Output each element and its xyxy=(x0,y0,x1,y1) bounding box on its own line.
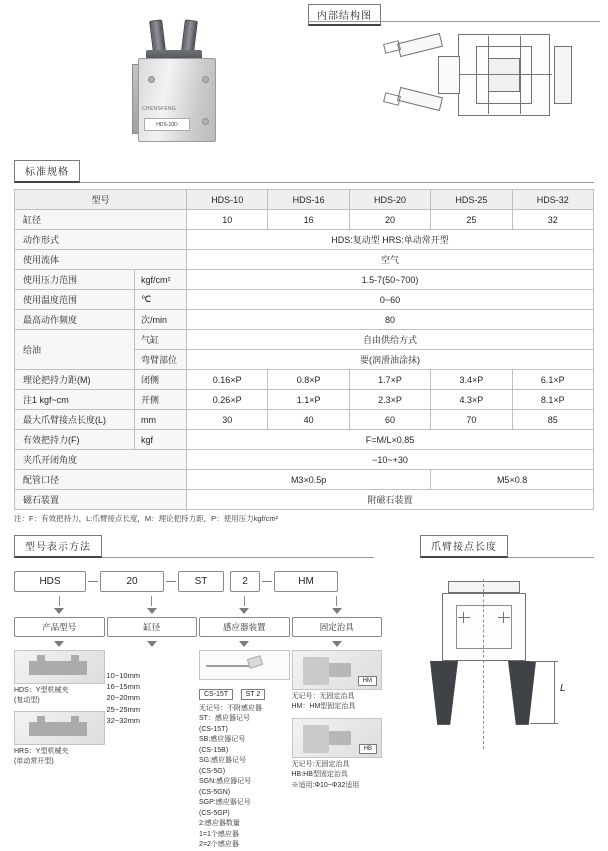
brand-text: CHENSFENG xyxy=(142,106,177,112)
product-thumb-hrs xyxy=(14,711,105,745)
cell-span: −10~+30 xyxy=(187,450,594,470)
th-hds32: HDS-32 xyxy=(512,190,593,210)
row-unit: mm xyxy=(135,410,187,430)
arrow-down-icon xyxy=(54,608,64,614)
code-detail-row xyxy=(14,639,384,851)
table-row xyxy=(15,330,594,350)
cell-span: 自由供给方式 xyxy=(187,330,594,350)
th-hds16: HDS-16 xyxy=(268,190,349,210)
dimension-tick xyxy=(530,723,558,724)
detail-series xyxy=(14,639,105,768)
sensor-line: 1=1个感应器 xyxy=(199,830,239,838)
arrow-down-icon xyxy=(239,608,249,614)
cell: 20 xyxy=(349,210,430,230)
row-label: 使用压力范围 xyxy=(15,270,135,290)
cell: 60 xyxy=(349,410,430,430)
table-row xyxy=(15,270,594,290)
arrow-down-icon xyxy=(147,641,157,647)
row-label: 动作形式 xyxy=(15,230,187,250)
th-hds10: HDS-10 xyxy=(187,190,268,210)
cell: 30 xyxy=(187,410,268,430)
code-box-fixture[interactable]: HM xyxy=(274,571,338,592)
row-label: 夹爪开闭角度 xyxy=(15,450,187,470)
fixture-line: ※适用:Φ10~Φ32适用 xyxy=(291,781,360,789)
code-captions-row xyxy=(14,596,384,637)
table-row xyxy=(15,490,594,510)
table-row xyxy=(15,430,594,450)
fixture-thumb-hm xyxy=(292,650,383,690)
fixture-line: HM：HM型固定治具 xyxy=(291,703,356,711)
spec-table-wrap xyxy=(14,189,594,510)
sensor-line: (CS-5G) xyxy=(199,767,226,775)
cell: 1.1×P xyxy=(268,390,349,410)
cell-span: 要(润滑油涂抹) xyxy=(187,350,594,370)
bore-item: 10~10mm xyxy=(106,670,141,680)
row-unit: 气缸 xyxy=(135,330,187,350)
code-box-series[interactable]: HDS xyxy=(14,571,86,592)
schematic-piston xyxy=(488,58,520,92)
gripper-hole xyxy=(202,76,209,83)
sensor-line: ST：感应器记号 xyxy=(199,715,250,723)
sensor-line: (CS-15T) xyxy=(199,725,228,733)
caption-bore: 缸径 xyxy=(107,617,198,637)
dimension-label-L: L xyxy=(560,682,566,694)
row-unit: 次/min xyxy=(135,310,187,330)
th-model: 型号 xyxy=(15,190,187,210)
schematic-vline xyxy=(488,36,489,114)
spec-table xyxy=(14,189,594,510)
table-row xyxy=(15,410,594,430)
sensor-line: SGN:感应器记号 xyxy=(199,778,252,786)
arrow-down-icon xyxy=(147,608,157,614)
arrow-down-icon xyxy=(239,641,249,647)
sensor-line: 2=2个感应器 xyxy=(199,841,239,849)
cell: 32 xyxy=(512,210,593,230)
cell: 25 xyxy=(431,210,512,230)
top-drawing-area xyxy=(0,0,608,160)
cell: 1.7×P xyxy=(349,370,430,390)
fixture-thumb-hb xyxy=(292,718,383,758)
cell-span: M5×0.8 xyxy=(431,470,594,490)
standard-spec-header xyxy=(14,160,594,183)
cell: 8.1×P xyxy=(512,390,593,410)
series-hds-note: (复动型) xyxy=(14,697,40,705)
connector-line xyxy=(244,596,245,606)
row-label: 使用温度范围 xyxy=(15,290,135,310)
arm-jaw-right xyxy=(508,661,536,725)
code-dash: — xyxy=(166,575,176,587)
fixture-line: 无记号：无固定治具 xyxy=(291,692,355,700)
sensor-thumb xyxy=(199,650,290,680)
cell: 16 xyxy=(268,210,349,230)
series-hrs-note: (单动常开型) xyxy=(14,758,54,766)
cell-span: 80 xyxy=(187,310,594,330)
bore-item: 32~32mm xyxy=(106,715,141,725)
row-unit: 闭侧 xyxy=(135,370,187,390)
schematic-vline xyxy=(520,36,521,114)
cell: 70 xyxy=(431,410,512,430)
row-label: 最大爪臂接点长度(L) xyxy=(15,410,135,430)
code-dash: — xyxy=(88,575,98,587)
arm-length-diagram xyxy=(396,575,596,790)
bore-item: 25~25mm xyxy=(106,704,141,714)
cell-span: M3×0.5p xyxy=(187,470,431,490)
code-col-2 xyxy=(107,596,198,637)
spec-footnote: 注：F：有效把持力，L:爪臂接点长度，M：理论把持力距，P：使用压力kgf/cm² xyxy=(14,514,279,523)
arrow-down-icon xyxy=(332,608,342,614)
fixture-chip-hm: HM xyxy=(358,676,377,686)
connector-line xyxy=(336,596,337,606)
code-col-1 xyxy=(14,596,105,637)
cell-span: 附磁石装置 xyxy=(187,490,594,510)
caption-sensor: 感应器装置 xyxy=(199,617,290,637)
row-label: 缸径 xyxy=(15,210,187,230)
sensor-chip-st2: ST 2 xyxy=(241,689,266,700)
dimension-line xyxy=(554,661,555,723)
arm-jaw-left xyxy=(430,661,458,725)
arm-length-label: 爪臂接点长度 xyxy=(420,535,508,558)
th-hds20: HDS-20 xyxy=(349,190,430,210)
row-unit: kgf xyxy=(135,430,187,450)
table-header-row xyxy=(15,190,594,210)
cell: 10 xyxy=(187,210,268,230)
connector-line xyxy=(59,596,60,606)
sensor-line: 2:感应器数量 xyxy=(199,820,240,828)
arm-top-plate xyxy=(448,581,520,593)
cell-span: 0~60 xyxy=(187,290,594,310)
code-col-3 xyxy=(199,596,290,637)
cell: 2.3×P xyxy=(349,390,430,410)
series-hds-text: HDS：Y型机械夹 xyxy=(14,686,69,694)
product-thumb-hds xyxy=(14,650,105,684)
sensor-line: SGP:感应器记号 xyxy=(199,799,251,807)
code-box-sensor-qty[interactable]: 2 xyxy=(230,571,260,592)
row-unit: kgf/cm² xyxy=(135,270,187,290)
schematic-link-block xyxy=(438,56,460,94)
inner-structure-label: 内部结构图 xyxy=(308,4,381,26)
internal-structure-diagram xyxy=(380,26,580,126)
fixture-line: 无记号:无固定治具 xyxy=(291,760,350,768)
caption-fixture: 固定治具 xyxy=(292,617,383,637)
th-hds25: HDS-25 xyxy=(431,190,512,210)
code-dash: — xyxy=(262,575,272,587)
code-box-sensor[interactable]: ST xyxy=(178,571,224,592)
dimension-tick xyxy=(530,661,558,662)
table-row xyxy=(15,250,594,270)
inner-structure-rule xyxy=(308,21,600,22)
arm-centerline xyxy=(483,579,484,749)
gripper-hole xyxy=(202,118,209,125)
table-row xyxy=(15,310,594,330)
cell-span: F=M/L×0.85 xyxy=(187,430,594,450)
inner-structure-title xyxy=(308,4,381,26)
row-label: 配管口径 xyxy=(15,470,187,490)
code-boxes-row xyxy=(14,571,384,592)
cell: 6.1×P xyxy=(512,370,593,390)
row-label: 最高动作频度 xyxy=(15,310,135,330)
sensor-chip-cs15t: CS-15T xyxy=(199,689,233,700)
sensor-line: SB:感应器记号 xyxy=(199,736,246,744)
row-label: 有效把持力(F) xyxy=(15,430,135,450)
model-code-label: 型号表示方法 xyxy=(14,535,102,558)
cell: 40 xyxy=(268,410,349,430)
arm-length-block xyxy=(396,565,596,790)
sensor-line: (CS-5GN) xyxy=(199,788,231,796)
cell: 4.3×P xyxy=(431,390,512,410)
arrow-down-icon xyxy=(54,641,64,647)
bore-item: 16~15mm xyxy=(106,682,141,692)
code-box-bore[interactable]: 20 xyxy=(100,571,164,592)
table-row xyxy=(15,290,594,310)
row-unit: 弯臂部位 xyxy=(135,350,187,370)
standard-spec-label: 标准规格 xyxy=(14,160,80,183)
sensor-line: SG:感应器记号 xyxy=(199,757,247,765)
row-unit: ℃ xyxy=(135,290,187,310)
cell: 0.16×P xyxy=(187,370,268,390)
schematic-axis xyxy=(450,74,562,75)
cell: 0.26×P xyxy=(187,390,268,410)
row-label: 理论把持力距(M) xyxy=(15,370,135,390)
table-row xyxy=(15,390,594,410)
row-label: 磁石装置 xyxy=(15,490,187,510)
series-hrs-text: HRS：Y型机械夹 xyxy=(14,747,69,755)
arrow-down-icon xyxy=(332,641,342,647)
cell: 85 xyxy=(512,410,593,430)
cell-span: 1.5-7(50~700) xyxy=(187,270,594,290)
fixture-chip-hb: HB xyxy=(359,744,377,754)
connector-line xyxy=(151,596,152,606)
table-row xyxy=(15,230,594,250)
table-row xyxy=(15,210,594,230)
product-photo xyxy=(108,14,248,154)
fixture-line: HB:HB型固定治具 xyxy=(291,771,348,779)
cell: 0.8×P xyxy=(268,370,349,390)
table-row xyxy=(15,470,594,490)
sensor-line: 无记号：不附感应器 xyxy=(199,704,262,712)
model-code-block xyxy=(14,561,384,851)
model-code-header xyxy=(14,535,374,558)
code-col-4 xyxy=(292,596,383,637)
bore-item: 20~20mm xyxy=(106,693,141,703)
sensor-line: (CS-5GP) xyxy=(199,809,230,817)
caption-series: 产品型号 xyxy=(14,617,105,637)
table-row xyxy=(15,370,594,390)
table-row xyxy=(15,450,594,470)
arm-length-header xyxy=(420,535,594,558)
row-label: 注1 kgf~cm xyxy=(15,390,135,410)
detail-sensor xyxy=(199,639,290,851)
model-label: HDS-10D xyxy=(144,118,190,131)
schematic-arm-lower xyxy=(397,87,443,111)
row-label: 给油 xyxy=(15,330,135,370)
detail-bore xyxy=(107,639,198,726)
sensor-line: (CS-15B) xyxy=(199,746,229,754)
schematic-arm-upper xyxy=(397,33,443,57)
row-label: 使用流体 xyxy=(15,250,187,270)
cell-span: 空气 xyxy=(187,250,594,270)
cell: 3.4×P xyxy=(431,370,512,390)
gripper-hole xyxy=(148,76,155,83)
cell-span: HDS:复动型 HRS:单动常开型 xyxy=(187,230,594,250)
row-unit: 开侧 xyxy=(135,390,187,410)
schematic-right-cap xyxy=(554,46,572,104)
detail-fixture xyxy=(292,639,383,792)
